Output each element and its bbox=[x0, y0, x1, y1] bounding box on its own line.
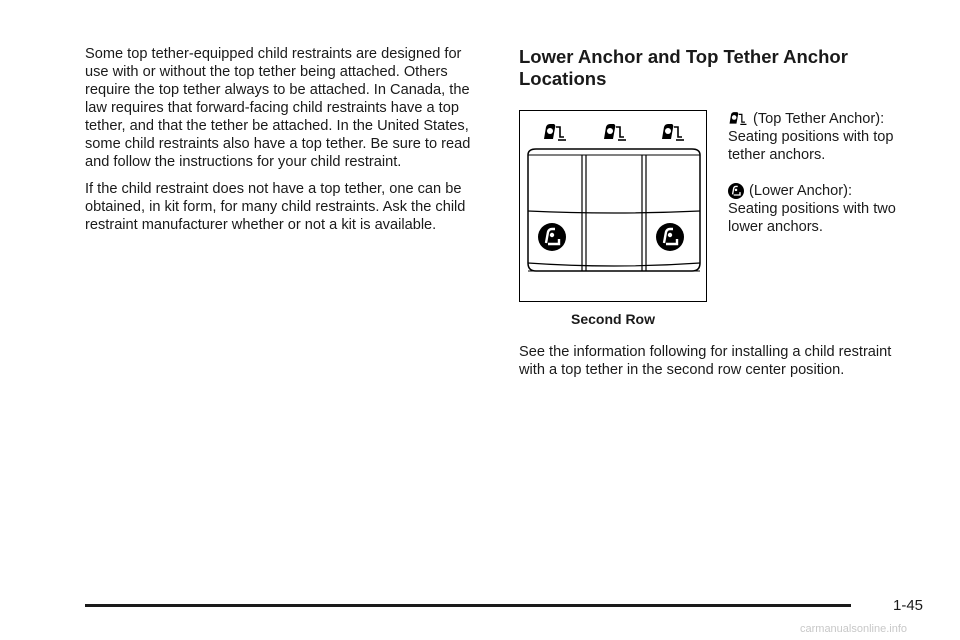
legend-lower-label: (Lower Anchor): bbox=[749, 183, 853, 199]
top-tether-anchor-icon bbox=[544, 124, 566, 140]
seat-diagram bbox=[519, 110, 707, 302]
anchor-legend bbox=[728, 110, 928, 254]
top-tether-anchor-icon bbox=[728, 110, 748, 128]
left-column bbox=[85, 45, 485, 243]
legend-top-tether-label: (Top Tether Anchor): bbox=[753, 111, 885, 127]
legend-top-tether-desc: Seating positions with top tether anchors. bbox=[728, 129, 894, 163]
seat-diagram-drawing bbox=[520, 111, 708, 303]
paragraph-tether-requirements: Some top tether-equipped child restraints are designed for use with or without the top tether being attached. Others require the top tether always to be attached. In Canada, the law requires that forward-facing child restraints have a top tether, and that the tether be attached. In the United States, some child restraints also have a top tether. Be sure to read and follow the instructions for your child restraint. bbox=[85, 46, 471, 170]
top-tether-anchor-icon bbox=[604, 124, 626, 140]
section-heading: Lower Anchor and Top Tether Anchor Locations bbox=[519, 46, 848, 89]
lower-anchor-icon bbox=[656, 223, 684, 251]
top-tether-anchor-icon bbox=[662, 124, 684, 140]
diagram-caption: Second Row bbox=[570, 311, 655, 327]
lower-anchor-icon bbox=[728, 183, 744, 199]
lower-anchor-icon bbox=[538, 223, 566, 251]
footer-rule bbox=[85, 604, 851, 607]
legend-lower-desc: Seating positions with two lower anchors. bbox=[728, 201, 896, 235]
legend-top-tether bbox=[728, 110, 928, 164]
paragraph-tether-kit: If the child restraint does not have a top tether, one can be obtained, in kit form, for many child restraints. Ask the child restraint manufacturer whether or not a kit is available. bbox=[85, 181, 466, 233]
page-number: 1-45 bbox=[893, 597, 924, 614]
legend-lower-anchor bbox=[728, 182, 928, 236]
installation-note: See the information following for installing a child restraint with a top tether in the second row center position. bbox=[519, 344, 892, 378]
watermark: carmanualsonline.info bbox=[800, 623, 908, 635]
